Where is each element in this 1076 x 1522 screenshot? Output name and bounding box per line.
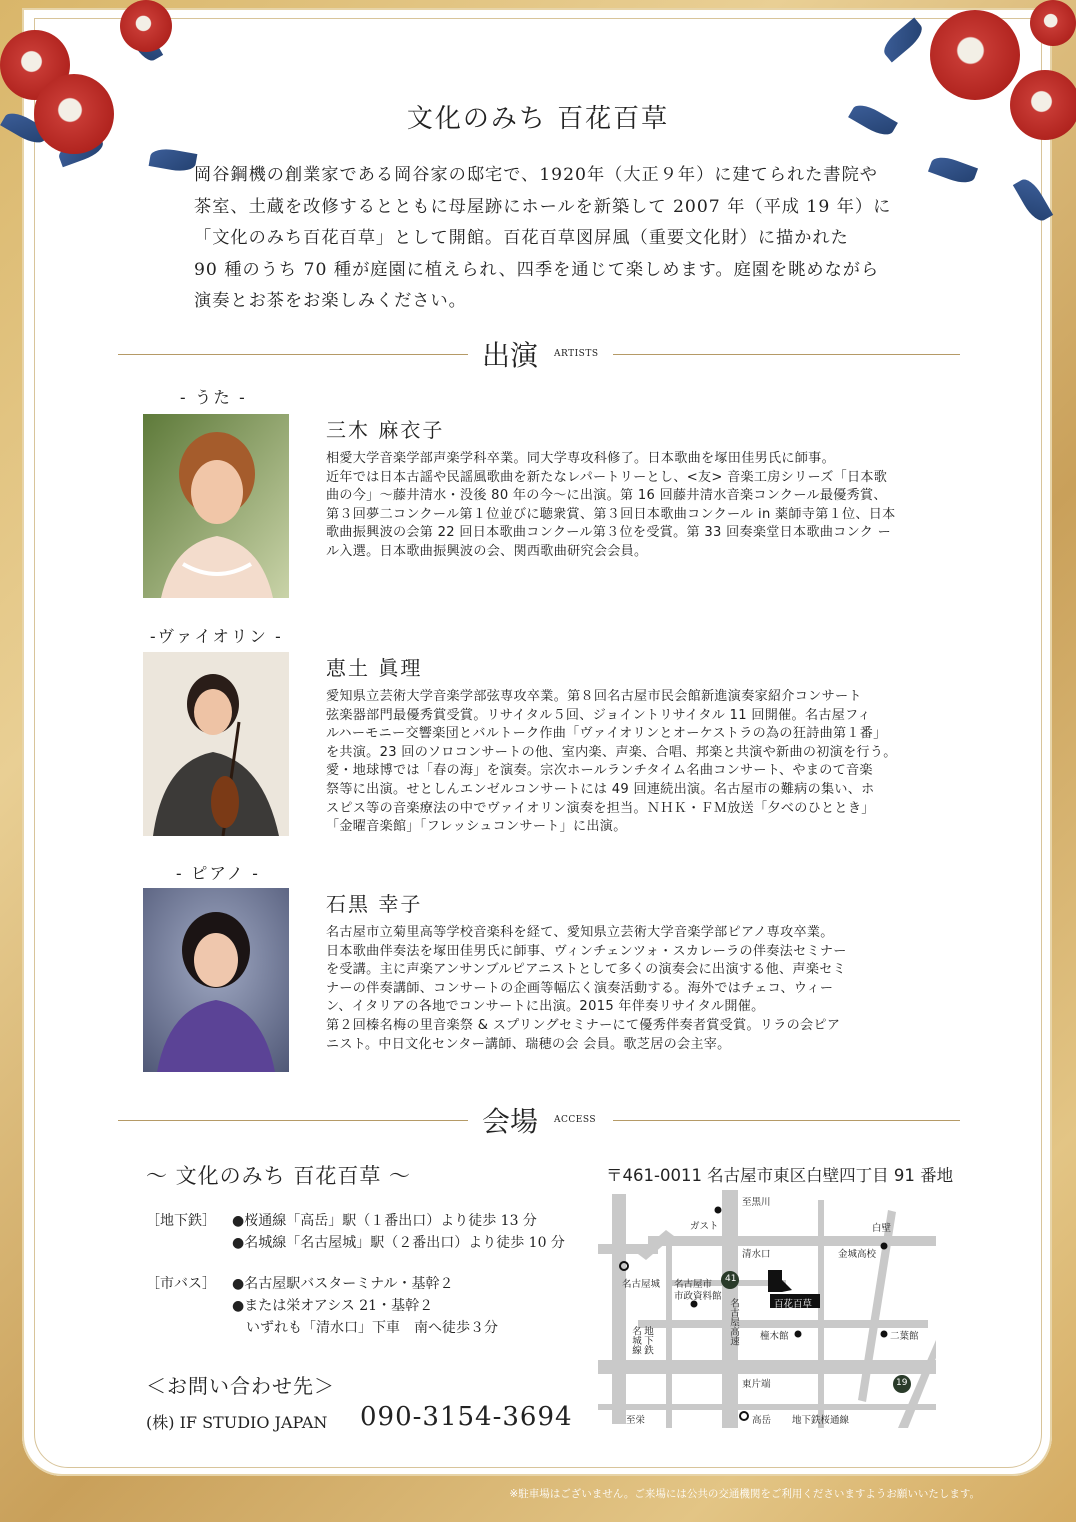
map-label: 市政資料館: [674, 1291, 722, 1302]
map-label-venue: 百花百草: [774, 1299, 813, 1310]
access-heading: [118, 1100, 960, 1140]
artist-photo-singer: [143, 414, 289, 598]
access-item: ●または栄オアシス 21・基幹２: [232, 1298, 434, 1314]
map-label: 東片端: [742, 1379, 771, 1390]
bio-line: 近年では日本古謡や民謡風歌曲を新たなレパートリーとし、<友> 音楽工房シリーズ「日本歌: [326, 469, 888, 485]
divider: [118, 1120, 468, 1121]
bio-line: 第２回榛名梅の里音楽祭 & スプリングセミナーにて優秀伴奏者賞受賞。リラの会ピア: [326, 1017, 841, 1033]
bio-line: 名古屋市立菊里高等学校音楽科を経て、愛知県立芸術大学音楽学部ピアノ専攻卒業。: [326, 925, 834, 940]
artists-heading-en: ARTISTS: [554, 349, 599, 359]
artist-role: - うた -: [180, 388, 247, 407]
access-item: いずれも「清水口」下車 南へ徒歩３分: [246, 1320, 498, 1336]
bio-line: 祭等に出演。せとしんエンゼルコンサートには 49 回連続出演。名古屋市の難病の集い、ホ: [326, 781, 875, 797]
map-label: 橦木館: [760, 1331, 789, 1342]
divider: [118, 354, 468, 355]
venue-name: ～ 文化のみち 百花百草 ～: [146, 1164, 412, 1188]
map-label: 19: [896, 1378, 908, 1388]
map-label: 41: [725, 1274, 737, 1284]
bio-line: ル入選。日本歌曲振興波の会、関西歌曲研究会会員。: [326, 543, 648, 559]
map-label: 高岳: [752, 1415, 772, 1426]
access-map: [598, 1190, 936, 1428]
bus-access: [146, 1273, 498, 1339]
access-heading-en: ACCESS: [554, 1115, 597, 1125]
map-label: 地下鉄桜通線: [792, 1415, 850, 1426]
bio-line: を共演。23 回のソロコンサートの他、室内楽、声楽、合唱、邦楽と共演や新曲の初演を行う。: [326, 744, 897, 760]
bio-line: スピス等の音楽療法の中でヴァイオリン演奏を担当。ＮＨＫ・ＦＭ放送「夕べのひととき」: [326, 800, 875, 816]
map-label: 二葉館: [890, 1331, 919, 1342]
artist-photo-piano: [143, 888, 289, 1072]
map-label: 白壁: [872, 1223, 892, 1234]
map-label: 名城線: [630, 1326, 641, 1355]
subway-access: [146, 1210, 565, 1254]
bio-line: 歌曲振興波の会第 22 回日本歌曲コンクール第３位を受賞。第 33 回奏楽堂日本歌曲コンク ー: [326, 525, 892, 541]
bio-line: 曲の今」～藤井清水・没後 80 年の今～に出演。第 16 回藤井清水音楽コンクール最優秀賞、: [326, 488, 887, 504]
bus-label: ［市バス］: [146, 1276, 216, 1292]
map-label: 至栄: [626, 1415, 646, 1426]
phone-number[interactable]: 090-3154-3694: [360, 1402, 573, 1432]
map-label: 名古屋高速: [728, 1298, 739, 1346]
artist-name: 石黒 幸子: [326, 892, 423, 916]
intro-line: 「文化のみち百花百草」として開館。百花百草図屏風（重要文化財）に描かれた: [194, 228, 849, 248]
bio-line: 第３回夢二コンクール第１位並びに聴衆賞、第３回日本歌曲コンクール in 薬師寺第１位、日本: [326, 506, 896, 522]
bio-line: 相愛大学音楽学部声楽学科卒業。同大学専攻科修了。日本歌曲を塚田佳男氏に師事。: [326, 451, 835, 466]
map-label: ガスト: [690, 1221, 719, 1232]
map-label: 清水口: [742, 1249, 771, 1260]
artist-photo-violin: [143, 652, 289, 836]
artist-bio: [326, 688, 938, 837]
parking-note: ※駐車場はございません。ご来場には公共の交通機関をご利用くださいますようお願いいたします。: [509, 1488, 980, 1500]
bio-line: を受講。主に声楽アンサンブルピアニストとして多くの演奏会に出演する他、声楽セミ: [326, 962, 846, 978]
intro-text: [194, 160, 914, 318]
artist-role: -ヴァイオリン -: [150, 627, 283, 646]
inquiry-title: ＜お問い合わせ先＞: [146, 1374, 335, 1398]
intro-line: 茶室、土蔵を改修するとともに母屋跡にホールを新築して 2007 年（平成 19 年）に: [194, 196, 892, 217]
artist-name: 恵土 眞理: [326, 656, 423, 680]
bio-line: 愛・地球博では「春の海」を演奏。宗次ホールランチタイム名曲コンサート、やまのて音楽: [326, 763, 873, 779]
divider: [613, 1120, 960, 1121]
access-heading-ja: 会場: [482, 1105, 539, 1138]
bio-line: 愛知県立芸術大学音楽学部弦専攻卒業。第８回名古屋市民会館新進演奏家紹介コンサート: [326, 689, 862, 704]
venue-address: 〒461-0011 名古屋市東区白壁四丁目 91 番地: [606, 1166, 954, 1185]
artist-bio: [326, 924, 938, 1054]
intro-line: 岡谷鋼機の創業家である岡谷家の邸宅で、1920年（大正９年）に建てられた書院や: [194, 165, 878, 185]
bio-line: ニスト。中日文化センター講師、瑞穂の会 会員。歌芝居の会主宰。: [326, 1036, 731, 1052]
access-item: ●名城線「名古屋城」駅（２番出口）より徒歩 10 分: [232, 1235, 565, 1251]
artist-role: - ピアノ -: [176, 864, 260, 883]
access-item: ●桜通線「高岳」駅（１番出口）より徒歩 13 分: [232, 1213, 537, 1229]
map-label: 名古屋市: [674, 1279, 713, 1290]
artists-heading-ja: 出演: [482, 339, 539, 372]
map-label: 地下鉄: [642, 1326, 653, 1355]
intro-line: 演奏とお茶をお楽しみください。: [194, 291, 467, 311]
bio-line: ナーの伴奏講師、コンサートの企画等幅広く演奏活動する。海外ではチェコ、ウィー: [326, 980, 834, 996]
bio-line: 弦楽器部門最優秀賞受賞。リサイタル５回、ジョイントリサイタル 11 回開催。名古屋フィ: [326, 707, 871, 723]
bio-line: 「金曜音楽館」「フレッシュコンサート」に出演。: [326, 819, 627, 835]
map-label: 至黒川: [742, 1197, 771, 1208]
map-label: 名古屋城: [622, 1279, 661, 1290]
bio-line: ルハーモニー交響楽団とバルトーク作曲「ヴァイオリンとオーケストラの為の狂詩曲第１番」: [326, 726, 887, 742]
bio-line: 日本歌曲伴奏法を塚田佳男氏に師事、ヴィンチェンツォ・スカレーラの伴奏法セミナー: [326, 943, 847, 959]
company-name: (株) IF STUDIO JAPAN: [146, 1413, 328, 1432]
divider: [613, 354, 960, 355]
access-item: ●名古屋駅バスターミナル・基幹２: [232, 1276, 454, 1292]
map-label: 金城高校: [838, 1249, 877, 1260]
artists-heading: [118, 334, 960, 374]
intro-line: 90 種のうち 70 種が庭園に植えられ、四季を通じて楽しめます。庭園を眺めながら: [194, 259, 880, 280]
page-title: 文化のみち 百花百草: [406, 104, 670, 134]
bio-line: ン、イタリアの各地でコンサートに出演。2015 年伴奏リサイタル開催。: [326, 999, 765, 1015]
artist-bio: [326, 450, 938, 562]
subway-label: ［地下鉄］: [146, 1213, 216, 1229]
artist-name: 三木 麻衣子: [326, 418, 445, 442]
